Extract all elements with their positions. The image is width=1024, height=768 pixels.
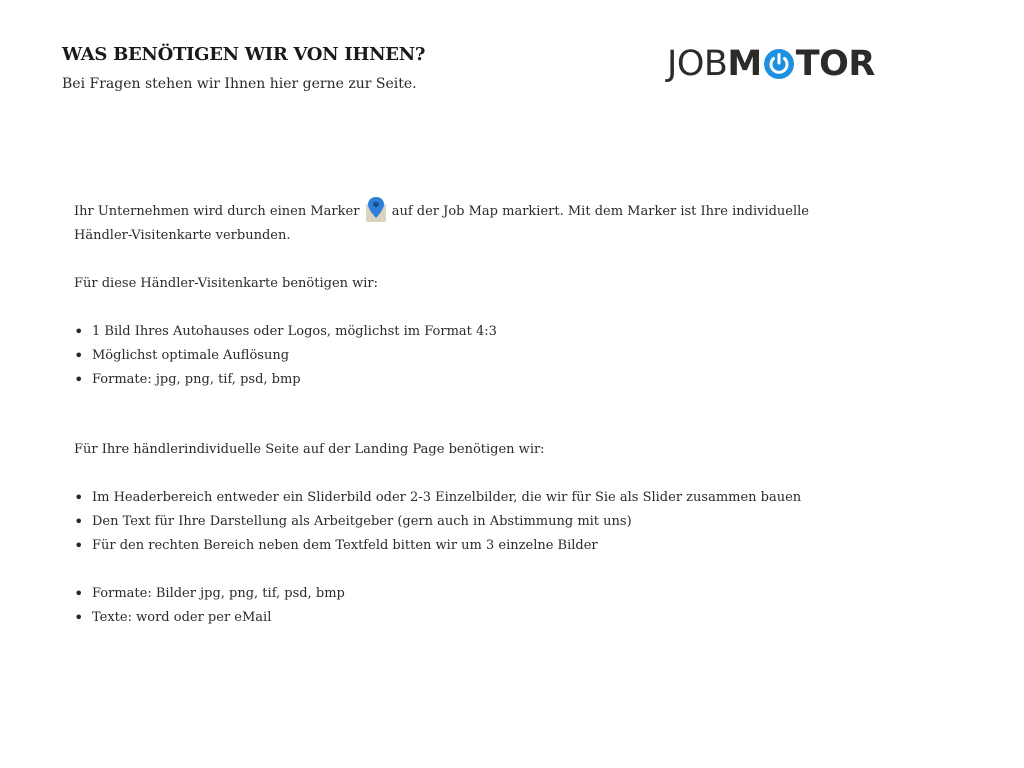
list-item: • Formate: Bilder jpg, png, tif, psd, bmp — [74, 582, 844, 606]
map-marker-icon — [365, 196, 387, 224]
list-item: • Texte: word oder per eMail — [74, 606, 844, 630]
list-item: • Formate: jpg, png, tif, psd, bmp — [74, 368, 844, 392]
bullet-icon: • — [74, 322, 84, 341]
bullet-icon: • — [74, 346, 84, 365]
content-body — [74, 196, 844, 630]
bullet-icon: • — [74, 536, 84, 555]
bullet-icon: • — [74, 584, 84, 603]
logo-text-tor: TOR — [795, 44, 875, 84]
page-title: WAS BENÖTIGEN WIR VON IHNEN? — [62, 44, 426, 65]
intro-text-before: Ihr Unternehmen wird durch einen Marker — [74, 204, 360, 219]
logo-text-m: M — [727, 44, 762, 84]
bullet-icon: • — [74, 512, 84, 531]
list-item: • Für den rechten Bereich neben dem Textfeld bitten wir um 3 einzelne Bilder — [74, 534, 844, 558]
section2-extra-list — [74, 582, 844, 630]
section2-heading: Für Ihre händlerindividuelle Seite auf der Landing Page benötigen wir: — [74, 442, 545, 457]
bullet-icon: • — [74, 608, 84, 627]
section1-list — [74, 320, 844, 392]
list-item: • Im Headerbereich entweder ein Sliderbild oder 2-3 Einzelbilder, die wir für Sie als Slider zusammen bauen — [74, 486, 844, 510]
bullet-icon: • — [74, 370, 84, 389]
power-icon — [763, 48, 795, 80]
bullet-icon: • — [74, 488, 84, 507]
page-subtitle: Bei Fragen stehen wir Ihnen hier gerne zur Seite. — [62, 76, 417, 92]
list-item: • 1 Bild Ihres Autohauses oder Logos, möglichst im Format 4:3 — [74, 320, 844, 344]
logo-text-job: JOB — [667, 44, 728, 84]
intro-paragraph — [74, 196, 844, 248]
section1-heading: Für diese Händler-Visitenkarte benötigen wir: — [74, 276, 379, 291]
list-item: • Möglichst optimale Auflösung — [74, 344, 844, 368]
section2-list — [74, 486, 844, 558]
intro-text-after: auf der Job Map markiert. Mit dem Marker ist Ihre individuelle Händler-Visitenkarte verbunden. — [74, 204, 809, 243]
list-item: • Den Text für Ihre Darstellung als Arbeitgeber (gern auch in Abstimmung mit uns) — [74, 510, 844, 534]
jobmotor-logo — [667, 44, 875, 84]
